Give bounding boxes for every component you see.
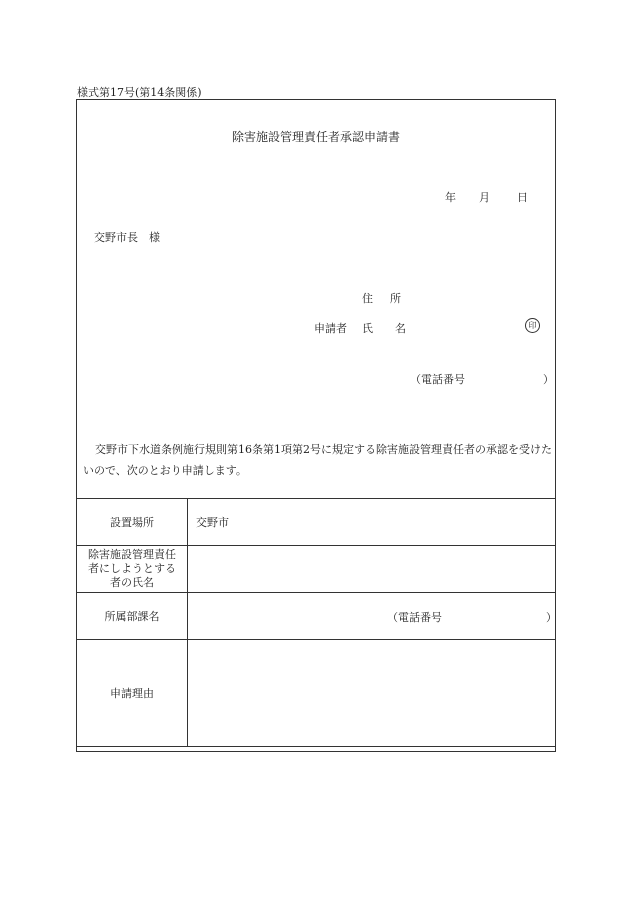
application-form: [76, 99, 556, 752]
location-field[interactable]: 交野市: [188, 499, 556, 546]
address-label-2: 所: [390, 292, 401, 305]
date-month[interactable]: 月: [479, 191, 490, 204]
phone-close-paren: ）: [543, 373, 554, 386]
form-title: 除害施設管理責任者承認申請書: [231, 130, 400, 144]
application-statement: 交野市下水道条例施行規則第16条第1項第2号に規定する除害施設管理責任者の承認を受けたいので、次のとおり申請します。: [83, 443, 552, 477]
location-label: 設置場所: [77, 499, 188, 546]
date-year[interactable]: 年: [445, 191, 456, 204]
date-day[interactable]: 日: [517, 191, 528, 204]
form-number-label: 様式第17号(第14条関係): [77, 86, 202, 99]
table-row: [77, 593, 556, 640]
recipient: 交野市長 様: [94, 231, 160, 244]
department-label: 所属部課名: [77, 593, 188, 640]
table-row: [77, 499, 556, 546]
address-label-1: 住: [362, 292, 373, 305]
department-phone-close-paren: ）: [546, 611, 557, 624]
reason-label: 申請理由: [77, 640, 188, 747]
name-label-2: 名: [395, 322, 406, 335]
seal-mark: 印: [525, 318, 540, 333]
department-phone-label: （電話番号: [387, 611, 442, 624]
phone-label: （電話番号: [410, 373, 465, 386]
department-field[interactable]: [188, 593, 556, 640]
manager-name-field[interactable]: [188, 546, 556, 593]
table-row: [77, 546, 556, 593]
applicant-label: 申請者: [314, 322, 347, 335]
table-row: [77, 640, 556, 747]
manager-label-cell: [77, 546, 188, 593]
details-table: [76, 498, 556, 747]
reason-field[interactable]: [188, 640, 556, 747]
manager-label: 除害施設管理責任者にしようとする者の氏名: [88, 548, 176, 589]
name-label-1: 氏: [362, 322, 373, 335]
